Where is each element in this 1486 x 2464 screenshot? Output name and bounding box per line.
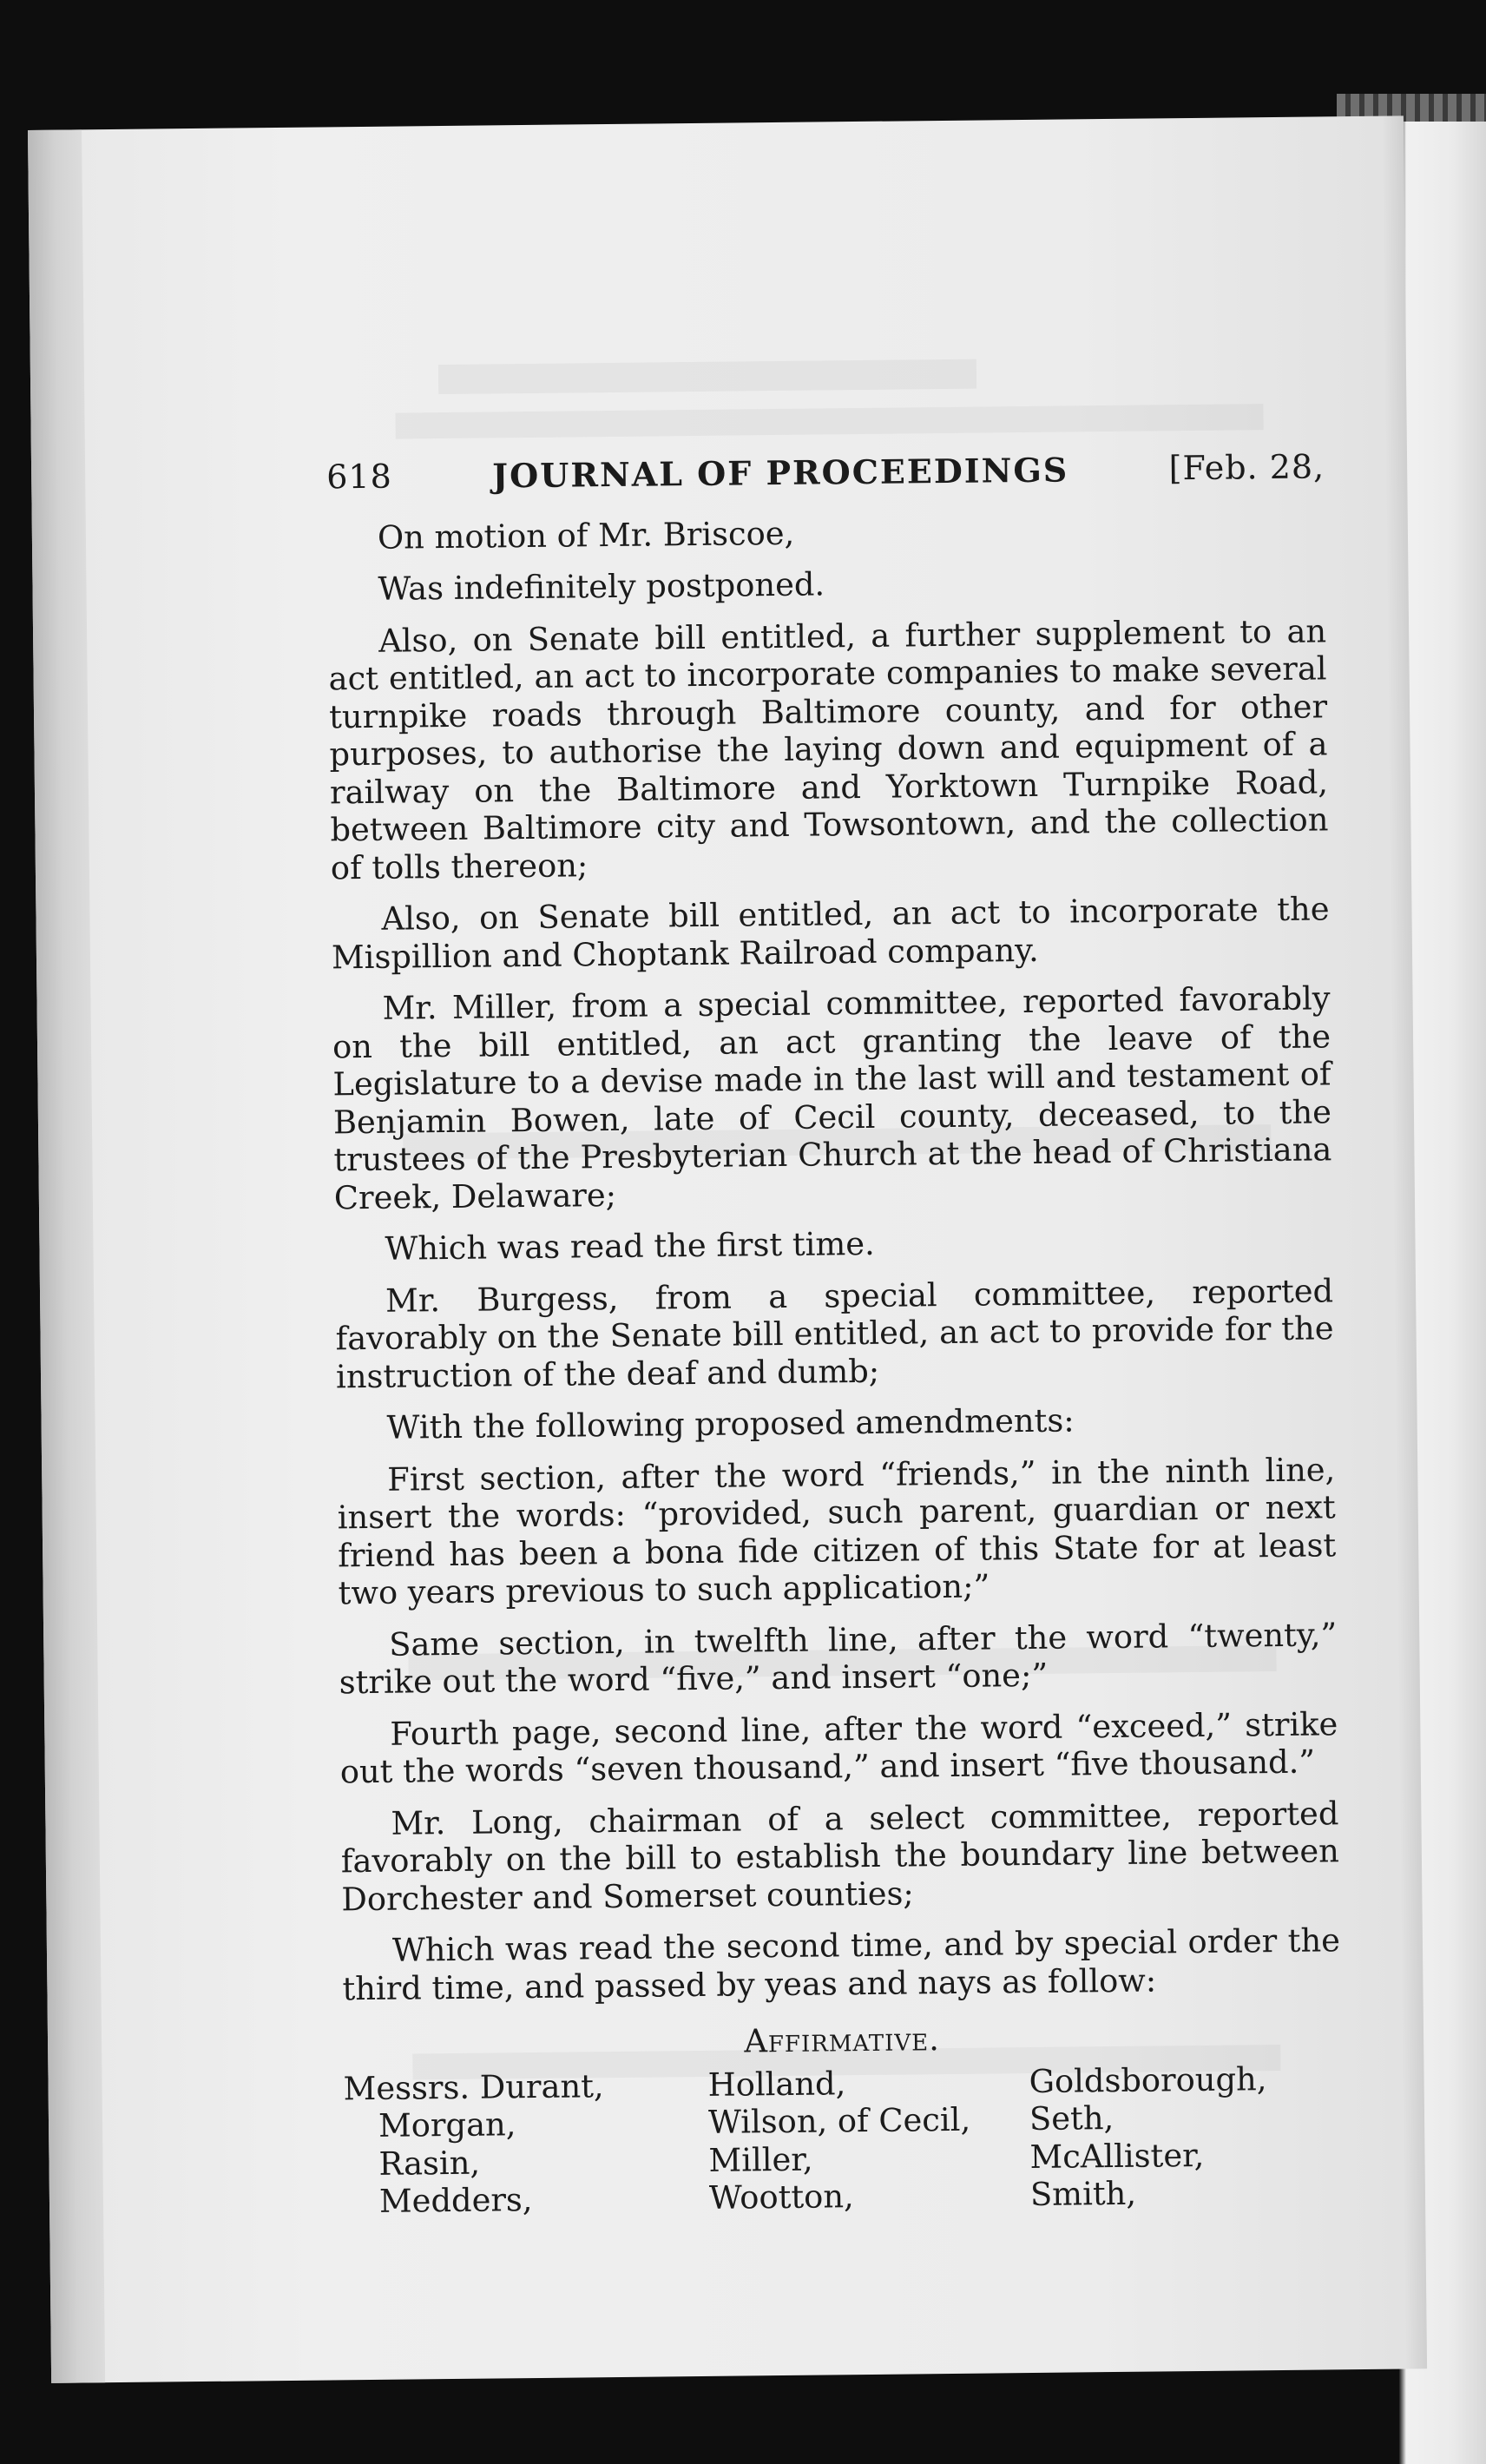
vote-name: Seth,	[1029, 2099, 1114, 2138]
header-date: [Feb. 28,	[1168, 447, 1325, 488]
paragraph: Mr. Long, chairman of a select committee, reported favorably on the bill to establish the boundary line between Dorchester and Somerset counties;	[340, 1794, 1340, 1918]
book-page	[28, 115, 1427, 2382]
page-number: 618	[325, 457, 392, 497]
vote-name: Wilson, of Cecil,	[707, 2100, 971, 2141]
paragraph: Mr. Burgess, from a special committee, reported favorably on the Senate bill entitled, an act to provide for the instruction of the deaf and dumb;	[335, 1271, 1334, 1395]
paragraph: Mr. Miller, from a special committee, reported favorably on the bill entitled, an act granting the leave of the Legislature to a devise made in the last will and testament of Benjamin Bowen, late of Cecil county, deceased, to the trustees of the Presbyterian Church at the head of Christiana Creek, Delaware;	[332, 979, 1332, 1216]
paragraph: On motion of Mr. Briscoe,	[377, 514, 795, 557]
journal-title: JOURNAL OF PROCEEDINGS	[491, 450, 1069, 496]
vote-name: Holland,	[707, 2064, 846, 2104]
running-header	[326, 448, 1325, 497]
vote-name: Messrs. Durant,	[343, 2066, 604, 2107]
vote-name: Goldsborough,	[1029, 2059, 1267, 2100]
page-gutter	[28, 129, 105, 2383]
vote-name: Miller,	[708, 2140, 813, 2179]
paragraph: Which was read the first time.	[385, 1224, 875, 1268]
vote-name: Rasin,	[378, 2144, 481, 2183]
paragraph: Also, on Senate bill entitled, an act to incorporate the Mispillion and Choptank Railroad company.	[331, 890, 1330, 976]
paragraph: Which was read the second time, and by special order the third time, and passed by yeas and nays as follow:	[342, 1921, 1341, 2007]
paragraph: Was indefinitely postponed.	[378, 565, 825, 608]
paragraph: With the following proposed amendments:	[386, 1401, 1075, 1446]
vote-name: Smith,	[1029, 2174, 1137, 2214]
bleed-through-mark	[438, 359, 976, 394]
paragraph: Same section, in twelfth line, after the word “twenty,” strike out the word “five,” and insert “one;”	[339, 1615, 1338, 1702]
vote-names-grid	[343, 2059, 1343, 2221]
vote-name: McAllister,	[1029, 2136, 1205, 2176]
page-text	[326, 448, 1343, 2220]
paragraph: Also, on Senate bill entitled, a further supplement to an act entitled, an act to incorporate companies to make several turnpike roads through Baltimore county, and for other purposes, to authorise the laying down and equipment of a railway on the Baltimore and Yorktown Turnpike Road, between Baltimore city and Towsontown, and the collection of tolls thereon;	[328, 611, 1329, 886]
vote-name: Wootton,	[708, 2177, 854, 2217]
vote-heading: Affirmative.	[744, 2020, 941, 2060]
paragraph: Fourth page, second line, after the word “exceed,” strike out the words “seven thousand,” and insert “five thousand.”	[339, 1704, 1338, 1791]
paragraph: First section, after the word “friends,” in the ninth line, insert the words: “provided, such parent, guardian or next friend has been a bona fide citizen of this State for at least two years previous to such application;”	[337, 1450, 1337, 1612]
bleed-through-mark	[395, 404, 1263, 438]
vote-name: Medders,	[378, 2181, 533, 2220]
vote-name: Morgan,	[378, 2105, 516, 2144]
